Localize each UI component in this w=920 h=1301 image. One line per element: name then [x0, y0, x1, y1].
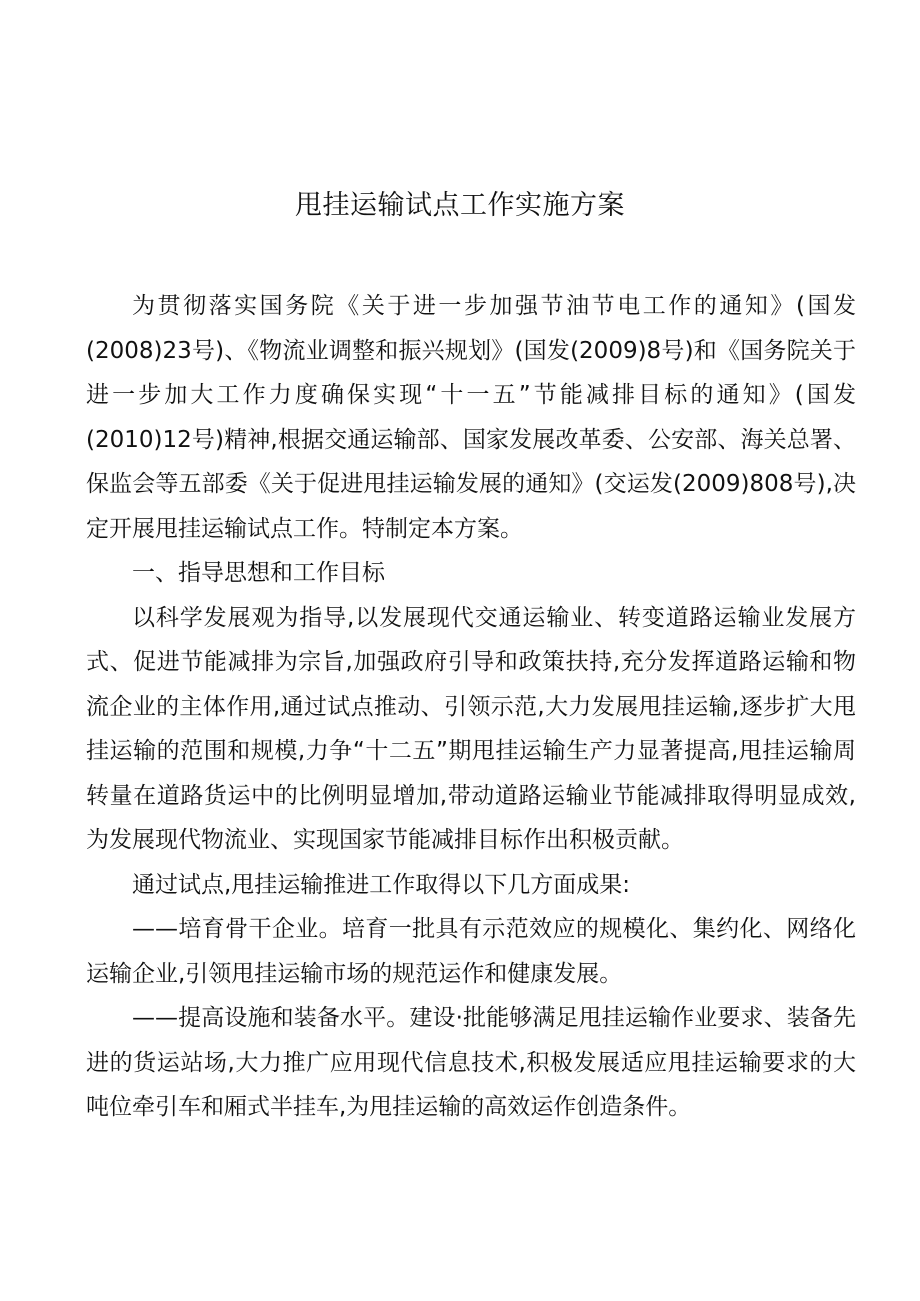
document-body [86, 284, 856, 1130]
results-intro-paragraph: 通过试点,甩挂运输推进工作取得以下几方面成果: [132, 871, 631, 898]
result-item-facilities: ——提高设施和装备水平。建设·批能够满足甩挂运输作业要求、装备先进的货运站场,大力推广应用现代信息技术,积极发展适应甩挂运输要求的大吨位牵引车和厢式半挂车,为甩挂运输的高效运作创造条件。 [86, 1005, 856, 1120]
section-heading: 一、指导思想和工作目标 [132, 560, 385, 586]
intro-paragraph: 为贯彻落实国务院《关于进一步加强节油节电工作的通知》(国发(2008)23号)、《物流业调整和振兴规划》(国发(2009)8号)和《国务院关于进一步加大工作力度确保实现“十一五”节能减排目标的通知》(国发(2010)12号)精神,根据交通运输部、国家发展改革委、公安部、海关总署、保监会等五部委《关于促进甩挂运输发展的通知》(交运发(2009)808号),决定开展甩挂运输试点工作。特制定本方案。 [86, 293, 856, 542]
guiding-paragraph: 以科学发展观为指导,以发展现代交通运输业、转变道路运输业发展方式、促进节能减排为宗旨,加强政府引导和政策扶持,充分发挥道路运输和物流企业的主体作用,通过试点推动、引领示范,大力发展甩挂运输,逐步扩大甩挂运输的范围和规模,力争“十二五”期甩挂运输生产力显著提高,甩挂运输周转量在道路货运中的比例明显增加,带动道路运输业节能减排取得明显成效,为发展现代物流业、实现国家节能减排目标作出积极贡献。 [86, 604, 856, 853]
document-title: 甩挂运输试点工作实施方案 [295, 190, 625, 221]
result-item-enterprises: ——培育骨干企业。培育一批具有示范效应的规模化、集约化、网络化运输企业,引领甩挂运输市场的规范运作和健康发展。 [86, 916, 856, 987]
